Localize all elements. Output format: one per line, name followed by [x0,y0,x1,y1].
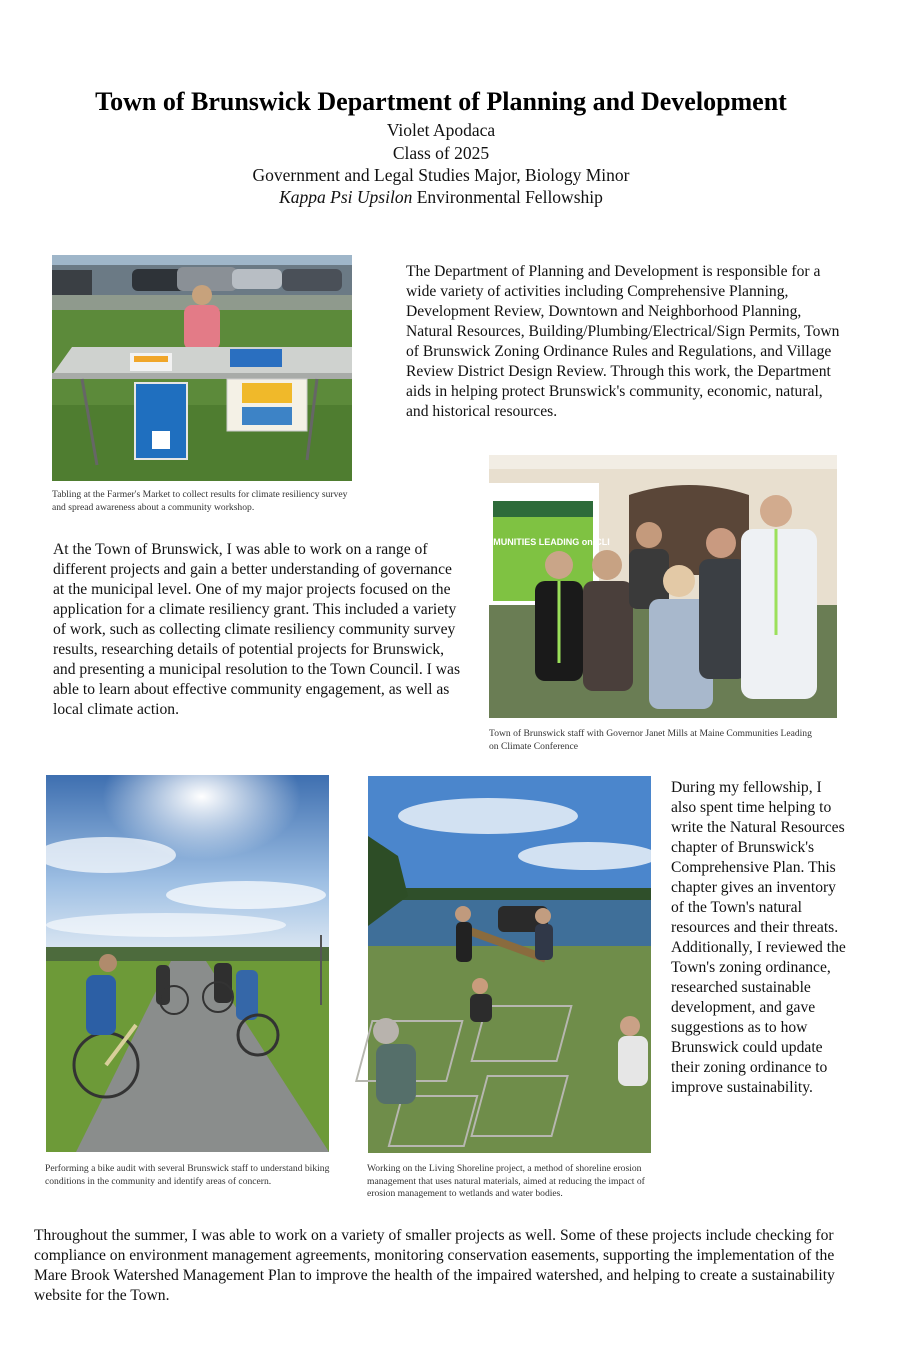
projects-text: At the Town of Brunswick, I was able to work on a range of different projects and gain a better understanding of governance at the municipal level. One of my major projects focused on the application for a climate resiliency grant. This included a variety of work, such as collecting climate resiliency community survey results, researching details of potential projects for Brunswick, and presenting a municipal resolution to the Town Council. I was able to learn about effective community engagement, as well as local climate action. [53,541,461,718]
conference-screen-text: COMMUNITIES LEADING on CLI [472,537,610,547]
fellowship-name: Kappa Psi Upsilon [279,187,413,207]
farmers-market-photo [52,255,352,481]
class-year: Class of 2025 [392,143,490,163]
fellowship-text: During my fellowship, I also spent time helping to write the Natural Resources chapter of Brunswick's Comprehensive Plan. This chapter gives an inventory of the Town's natural resources and their threats. Additionally, I reviewed the Town's zoning ordinance, researched sustainable development, and gave suggestions as to how Brunswick could update their zoning ordinance to improve sustainability. [671,779,846,1096]
department-intro-text: The Department of Planning and Development is responsible for a wide variety of activities including Comprehensive Planning, Development Review, Downtown and Neighborhood Planning, Natural Resources, Building/Plumbing/Electrical/Sign Permits, Town of Brunswick Zoning Ordinance Rules and Regulations, and Village Review District Design Review. Through this work, the Department aids in helping protect Brunswick's community, economic, natural, and historical resources. [406,263,840,420]
bike-audit-photo [46,775,329,1152]
fellowship-line [0,186,882,208]
living-shoreline-photo [368,776,651,1153]
author-name: Violet Apodaca [386,120,496,140]
summer-projects-text: Throughout the summer, I was able to work on a variety of smaller projects as well. Some of these projects include checking for compliance on environment management agreements, monitoring conservation easements, supporting the implementation of the Mare Brook Watershed Management Plan to improve the health of the impaired watershed, and helping to create a sustainability website for the Town. [34,1227,835,1304]
farmers-market-caption: Tabling at the Farmer's Market to collect results for climate resiliency survey and spread awareness about a community workshop. [52,489,348,513]
living-shoreline-caption: Working on the Living Shoreline project, a method of shoreline erosion management that uses natural materials, aimed at reducing the impact of erosion management to wetlands and water bodies. [367,1163,645,1199]
bike-audit-caption: Performing a bike audit with several Brunswick staff to understand biking conditions in the community and identify areas of concern. [45,1163,330,1187]
conference-caption: Town of Brunswick staff with Governor Janet Mills at Maine Communities Leading on Climate Conference [489,728,812,752]
conference-photo [472,455,837,718]
major-minor: Government and Legal Studies Major, Biology Minor [252,165,630,185]
page-title: Town of Brunswick Department of Planning and Development [95,87,787,116]
fellowship-suffix: Environmental Fellowship [412,187,603,207]
